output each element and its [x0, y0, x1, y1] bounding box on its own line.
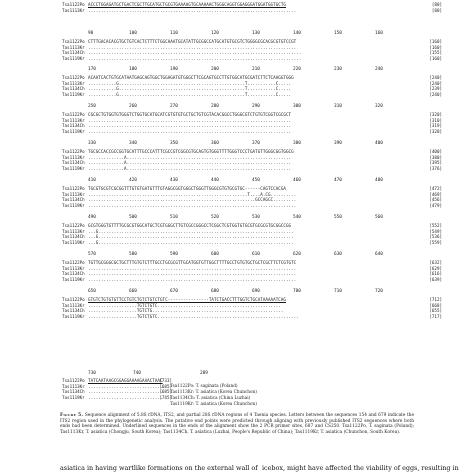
- sequence-text: ...........G.................................................T...........C.....: [88, 80, 292, 86]
- alignment-block: [62, 75, 442, 97]
- alignment-block: [62, 297, 442, 319]
- sequence-text: .................................................................................: [88, 202, 297, 208]
- position-count: [80]: [431, 2, 442, 7]
- alignment-row: [62, 92, 442, 98]
- position-scale: [88, 30, 388, 37]
- sample-label: Tas1113Kr: [62, 191, 85, 197]
- legend-line: Tas1134Ch: T. asiatica (China Luzhai): [170, 395, 251, 400]
- position-count: [733]: [159, 378, 172, 383]
- scale-tick-label: 210: [252, 67, 260, 72]
- sample-label: Tsa1122Po: [62, 112, 85, 117]
- sequence-text: .................................................................................: [88, 44, 297, 50]
- alignment-row: [62, 56, 442, 62]
- caption-label: Figure 5.: [60, 413, 84, 418]
- sample-label: Tas1119Kr: [62, 394, 85, 400]
- sequence-text: ...................TGTCTGTC................................................: [88, 302, 281, 308]
- sample-label: Tas1113Kr: [62, 302, 85, 308]
- scale-tick-label: 370: [252, 141, 260, 146]
- position-count: [380]: [429, 154, 442, 160]
- scale-tick-label: 610: [252, 252, 260, 257]
- sample-label: Tas1113Kr: [62, 44, 85, 50]
- sequence-text: ...............................................................................: [88, 123, 292, 129]
- sample-label: Tsa1122Po: [62, 186, 85, 191]
- scale-tick-label: 130: [252, 31, 260, 36]
- position-count: [629]: [429, 265, 442, 271]
- sample-label: Tsa1122Po: [62, 260, 85, 265]
- scale-tick-label: 710: [334, 289, 342, 294]
- sample-label: Tas1113Kr: [62, 228, 85, 234]
- body-text-right: icebox, might have affected the viability of eggs, resulting in: [262, 464, 459, 472]
- sequence-text: ...........G.................................................T...........C.....: [88, 86, 292, 92]
- scale-tick-label: 650: [88, 289, 96, 294]
- scale-tick-label: 730: [88, 371, 96, 376]
- scale-tick-label: 630: [334, 252, 342, 257]
- sample-label: Tas1113Kr: [62, 383, 85, 389]
- sequence-text: CTTTGACACACGTGCTGTCACTCTTTCTGGCAAATGCATATTGCGGCCATGCATGTGCGTCTGGGGCGCACGCGTGTCCGT: [88, 39, 297, 44]
- sequence-text: GTGTCTGTGTGTTCCTGTCTGTCTGTCTGTC----------------TATCTGACCTTTGGTCTGCATAAAAATCAG: [88, 297, 286, 302]
- scale-tick-label: 90: [88, 31, 94, 36]
- scale-tick-label: 180: [129, 67, 137, 72]
- sequence-text: ...G............................................................................: [88, 239, 294, 245]
- position-count: [616]: [429, 271, 442, 277]
- position-count: [639]: [429, 276, 442, 282]
- scale-tick-label: 490: [88, 215, 96, 220]
- sample-label: Tas1113Kr: [62, 265, 85, 271]
- position-count: [160]: [429, 55, 442, 61]
- figure-caption: [60, 413, 414, 436]
- sample-label: Tas1134Ch: [62, 86, 85, 92]
- scale-tick-label: 360: [211, 141, 219, 146]
- alignment-block: [62, 149, 442, 171]
- alignment-row: [62, 395, 172, 401]
- sample-label: Tas1134Ch: [62, 234, 85, 240]
- scale-tick-label: 570: [88, 252, 96, 257]
- sample-label: Tsa1122Po: [62, 297, 85, 302]
- sequence-text: .............................: [88, 383, 163, 389]
- sequence-text: ...G............................................................................: [88, 234, 294, 240]
- scale-tick-label: 450: [252, 178, 260, 183]
- alignment-block: [62, 186, 442, 208]
- sample-label: Tas1119Kr: [62, 276, 85, 282]
- scale-tick-label: 390: [334, 141, 342, 146]
- position-count: [632]: [429, 260, 442, 265]
- scale-tick-label: 220: [293, 67, 301, 72]
- position-scale: [88, 140, 388, 147]
- scale-tick-label: 380: [293, 141, 301, 146]
- scale-tick-label: 289: [200, 371, 208, 376]
- scale-tick-label: 480: [375, 178, 383, 183]
- sequence-text: .................................................................................: [88, 276, 297, 282]
- scale-tick-label: 310: [334, 104, 342, 109]
- scale-tick-label: 560: [375, 215, 383, 220]
- position-count: [745]: [159, 394, 172, 400]
- position-count: [160]: [429, 39, 442, 44]
- sequence-text: ACAATCACTGTGCATAATGAGCAGTGGCTGGAGATGTGGGCTTCGCAGTGCCTTGTGGCATGCGATCTTCTCAAGGTGGG: [88, 75, 294, 80]
- sample-label: Tsa1122Po: [62, 75, 85, 80]
- scale-tick-label: 460: [293, 178, 301, 183]
- position-count: [376]: [429, 165, 442, 171]
- scale-tick-label: 530: [252, 215, 260, 220]
- sample-label: Tas1119Kr: [62, 91, 85, 97]
- alignment-row: [62, 240, 442, 246]
- scale-tick-label: 290: [252, 104, 260, 109]
- sample-label: Tsa1122Po: [62, 223, 85, 228]
- scale-tick-label: 340: [129, 141, 137, 146]
- sample-label: Tas1119Kr: [62, 55, 85, 61]
- sequence-text: GCGTGGGTGTTTTGCGCGTGGCATGCTCGTGGGCTTGTCGCCGGGCCTCGGCTCGTGGTGTGCGTGCGCGTGCGGCCGG: [88, 223, 292, 228]
- position-count: [310]: [429, 117, 442, 123]
- alignment-block: [62, 112, 442, 134]
- scale-tick-label: 690: [252, 289, 260, 294]
- sequence-text: .................................................................................: [88, 271, 297, 277]
- scale-tick-label: 470: [334, 178, 342, 183]
- sample-label: Tas1119Kr: [62, 313, 85, 319]
- scale-tick-label: 200: [211, 67, 219, 72]
- position-count: [160]: [429, 44, 442, 50]
- position-scale: [88, 177, 388, 184]
- sequence-text: .................................................................................: [88, 265, 297, 271]
- sample-label: Tas1113Kr: [62, 154, 85, 160]
- position-count: [319]: [429, 123, 442, 129]
- scale-tick-label: 320: [375, 104, 383, 109]
- scale-tick-label: 550: [334, 215, 342, 220]
- scale-tick-label: 160: [375, 31, 383, 36]
- sequence-text: TATCAATAAGCGGAGGAAAAGAAACTAAC: [88, 378, 163, 383]
- sequence-text: TGCGCCACCGCCGGTGCATTTGCCCATTTCGCCGTCGGCGTGCAGTGTGGGTTTTGGGTCCCTGATGTTGGGCGGTGGCG: [88, 149, 294, 154]
- alignment-block: [62, 39, 442, 61]
- scale-tick-label: 150: [334, 31, 342, 36]
- legend-line: Tsa1122Po: T. saginata (Poland): [170, 383, 238, 388]
- sample-label: Tas1134Ch: [62, 123, 85, 129]
- position-count: [320]: [429, 128, 442, 134]
- scale-tick-label: 400: [375, 141, 383, 146]
- scale-tick-label: 540: [293, 215, 301, 220]
- scale-tick-label: 330: [88, 141, 96, 146]
- position-scale: [88, 103, 388, 110]
- position-scale: [88, 370, 388, 377]
- sample-label: Tas1119Kr: [62, 165, 85, 171]
- scale-tick-label: 500: [129, 215, 137, 220]
- position-count: [479]: [429, 202, 442, 208]
- scale-tick-label: 240: [375, 67, 383, 72]
- scale-tick-label: 140: [293, 31, 301, 36]
- scale-tick-label: 260: [129, 104, 137, 109]
- position-count: [685]: [159, 383, 172, 389]
- sample-label: Tas1134Ch: [62, 271, 85, 277]
- scale-tick-label: 110: [170, 31, 178, 36]
- scale-tick-label: 680: [211, 289, 219, 294]
- alignment-row: [62, 314, 442, 320]
- scale-tick-label: 600: [211, 252, 219, 257]
- position-count: [472]: [429, 186, 442, 191]
- scale-tick-label: 170: [88, 67, 96, 72]
- scale-tick-label: 620: [293, 252, 301, 257]
- sample-label: Tas1134Ch: [62, 308, 85, 314]
- scale-tick-label: 520: [211, 215, 219, 220]
- sequence-text: ..............A................................................................: [88, 160, 292, 166]
- sample-label: Tas1134Ch: [62, 197, 85, 203]
- position-count: [320]: [429, 112, 442, 117]
- sequence-text: ..............A................................................................: [88, 165, 292, 171]
- sequence-text: TGCGTGCGTCGCGGTTTGTGTGATGTTTGTAGGCGGTGGGCTGGGTTGGGCGTGTGCGTGC------CAGTCCACGA: [88, 186, 286, 191]
- alignment-row: [62, 166, 442, 172]
- scale-tick-label: 510: [170, 215, 178, 220]
- sequence-text: ...G............................................................................: [88, 228, 294, 234]
- scale-tick-label: 190: [170, 67, 178, 72]
- alignment-row: [62, 8, 442, 14]
- sequence-text: ACCCTGGAGATGCTGACTCGCTTGCATGCTGCGTGAAAAGTGCAAAAACTGGGCAGGTGGAGGGATGGATGGTGCTG: [88, 2, 286, 7]
- scale-tick-label: 300: [293, 104, 301, 109]
- sample-label: Tas1113Kr: [62, 117, 85, 123]
- sequence-text: TGTTGCGGGCGCTGCTTTGTGTCTTTGCCTGCGCGTTGCATGGTGTTGGCTTTTGCCTGTGTGCTGCTCGCTTCTCGTGTC: [88, 260, 297, 265]
- sample-label: Tas1134Ch: [62, 160, 85, 166]
- sample-label: Tas1119Kr: [62, 239, 85, 245]
- sample-label: Tas1113Kr: [62, 7, 85, 13]
- sample-label: Tas1134Ch: [62, 389, 85, 395]
- scale-tick-label: 420: [129, 178, 137, 183]
- position-scale: [88, 288, 388, 295]
- alignment-legend: [170, 383, 257, 407]
- scale-tick-label: 660: [129, 289, 137, 294]
- scale-tick-label: 720: [375, 289, 383, 294]
- scale-tick-label: 410: [88, 178, 96, 183]
- scale-tick-label: 280: [211, 104, 219, 109]
- sequence-text: ..............................................................T....A.CG..........: [88, 191, 297, 197]
- position-count: [685]: [159, 389, 172, 395]
- scale-tick-label: 700: [293, 289, 301, 294]
- sample-label: Tsa1122Po: [62, 378, 85, 383]
- position-count: [668]: [429, 302, 442, 308]
- sequence-text: .............................: [88, 394, 163, 400]
- scale-tick-label: 270: [170, 104, 178, 109]
- position-count: [469]: [429, 191, 442, 197]
- sequence-text: ..............A................................................................: [88, 154, 292, 160]
- scale-tick-label: 670: [170, 289, 178, 294]
- body-text-left: asiatica in having wartlike formations on the external wall of: [60, 464, 258, 472]
- scale-tick-label: 580: [129, 252, 137, 257]
- sample-label: Tsa1122Po: [62, 2, 85, 7]
- position-count: [552]: [429, 223, 442, 228]
- position-count: [536]: [429, 234, 442, 240]
- legend-line: Tas1113Kr: T. asiatica (Korea Chunchon): [170, 389, 257, 394]
- position-count: [400]: [429, 149, 442, 154]
- scale-tick-label: 120: [211, 31, 219, 36]
- sequence-text: .................................................................GCCAGCC.........: [88, 197, 297, 203]
- sample-label: Tas1113Kr: [62, 80, 85, 86]
- sample-label: Tas1134Ch: [62, 50, 85, 56]
- position-count: [395]: [429, 160, 442, 166]
- position-count: [655]: [429, 308, 442, 314]
- sequence-text: ...........G.................................................T...........C.....: [88, 91, 292, 97]
- scale-tick-label: 640: [375, 252, 383, 257]
- sample-label: Tas1119Kr: [62, 128, 85, 134]
- sequence-text: ...............................................................................: [88, 117, 292, 123]
- alignment-row: [62, 129, 442, 135]
- sequence-text: ...................................................................................: [88, 55, 302, 61]
- scale-tick-label: 590: [170, 252, 178, 257]
- scale-tick-label: 740: [133, 371, 141, 376]
- sequence-text: .............................: [88, 389, 163, 395]
- position-count: [240]: [429, 80, 442, 86]
- caption-text: Sequence alignment of 5.8S rDNA, ITS2, and partial 28S rDNA regions of 4 Taenia species. Letters between the sequences 154 and 679 indicate the ITS2 region used in the phylogenetic analysis. The putative end points were predicted through aligning with previously published ITS2 sequences where both ends had been determined. Underlined sequences in the ends of the alignment show the 2 PCR primer sites, 687 and CS250. Tsa1122Po, T. saginata (Poland); Tas1113Kr, T. asiatica (Chongju, South Korea); Tas1134Ch, T. asiatica (Luzhai, People's Republic of China); Tas1119Kr, T. asiatica (Chunchon, South Korea).: [60, 413, 414, 436]
- position-count: [549]: [429, 228, 442, 234]
- scale-tick-label: 250: [88, 104, 96, 109]
- alignment-block: [62, 223, 442, 245]
- sequence-text: .................................................................................: [88, 7, 297, 13]
- scale-tick-label: 440: [211, 178, 219, 183]
- position-scale: [88, 214, 388, 221]
- legend-line: Tas1119Kr: T. asiatica (Korea Chunchon): [170, 401, 257, 406]
- position-count: [717]: [429, 313, 442, 319]
- position-count: [155]: [429, 50, 442, 56]
- alignment-block-tail: [62, 378, 172, 400]
- position-count: [456]: [429, 197, 442, 203]
- sequence-text: ...............................................................................: [88, 128, 292, 134]
- position-count: [712]: [429, 297, 442, 302]
- alignment-row: [62, 277, 442, 283]
- sample-label: Tas1119Kr: [62, 202, 85, 208]
- scale-tick-label: 230: [334, 67, 342, 72]
- position-scale: [88, 66, 388, 73]
- position-scale: [88, 251, 388, 258]
- position-count: [240]: [429, 75, 442, 80]
- scale-tick-label: 350: [170, 141, 178, 146]
- scale-tick-label: 100: [129, 31, 137, 36]
- sequence-text: ...................TGTCTG...................................................: [88, 308, 284, 314]
- sequence-text: CGCGCTGTGGTGTGGGTCTGGTGCATGCATCGTGTGTGCTGCTGTCGTACACGGCCTGGGCGTCTGTGTCGGTCGCGCT: [88, 112, 292, 117]
- position-count: [240]: [429, 91, 442, 97]
- alignment-block: [62, 2, 442, 13]
- alignment-row: [62, 203, 442, 209]
- sample-label: Tsa1122Po: [62, 39, 85, 44]
- scale-tick-label: 430: [170, 178, 178, 183]
- sequence-text: ...................TGTCTGTC.......................................................: [88, 313, 299, 319]
- position-count: [559]: [429, 239, 442, 245]
- sequence-text: ...................................................................................: [88, 50, 302, 56]
- sample-label: Tsa1122Po: [62, 149, 85, 154]
- position-count: [80]: [431, 7, 442, 13]
- alignment-block: [62, 260, 442, 282]
- position-count: [239]: [429, 86, 442, 92]
